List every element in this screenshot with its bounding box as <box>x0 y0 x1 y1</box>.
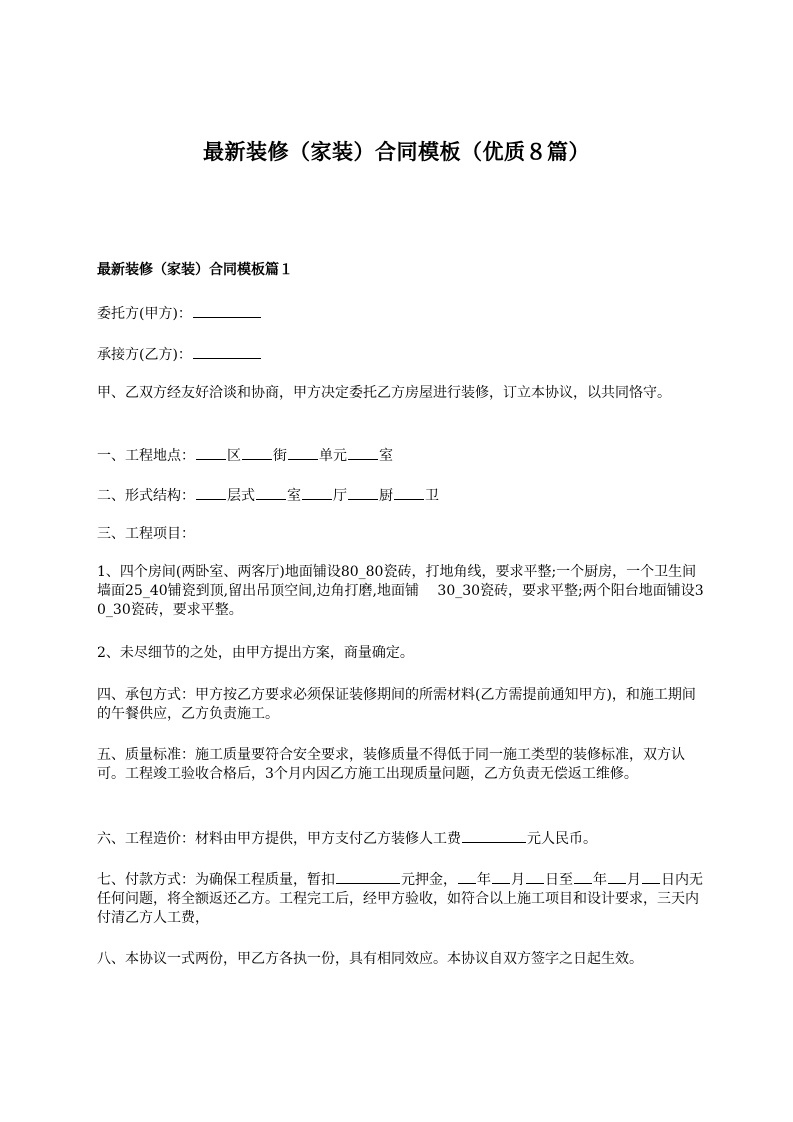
clause-structure-label: 二、形式结构： <box>97 488 195 504</box>
party-a-blank <box>193 303 261 318</box>
party-b-label: 承接方(乙方)： <box>97 347 192 363</box>
text-segment: 元押金， <box>401 872 457 888</box>
text-segment: 区 <box>227 448 241 464</box>
clause-contract-mode: 四、承包方式：甲方按乙方要求必须保证装修期间的所需材料(乙方需提前通知甲方)，和施工期间的午餐供应，乙方负责施工。 <box>97 687 696 722</box>
clause-location <box>97 445 709 466</box>
blank <box>256 485 286 500</box>
clause-cost <box>97 828 709 849</box>
text-segment: 卫 <box>425 488 439 504</box>
text-segment: 月 <box>511 872 525 888</box>
text-segment: 厨 <box>379 488 393 504</box>
clause-quality-standard: 五、质量标准：施工质量要符合安全要求，装修质量不得低于同一施工类型的装修标准，双方认可。工程竣工验收合格后，3个月内因乙方施工出现质量问题，乙方负责无偿返工维修。 <box>97 747 685 782</box>
fee-blank <box>462 828 526 843</box>
text-segment: 单元 <box>319 448 347 464</box>
party-a-label: 委托方(甲方)： <box>97 306 192 322</box>
text-segment: 月 <box>627 872 641 888</box>
blank <box>526 869 544 884</box>
clause-payment-label: 七、付款方式：为确保工程质量，暂扣 <box>97 872 335 888</box>
blank <box>242 445 272 460</box>
blank <box>608 869 626 884</box>
clause-structure <box>97 485 709 506</box>
clause-payment <box>97 869 709 928</box>
text-segment: 日内无任何问题，将全额返还乙方。工程完工后，经甲方验收，如符合以上施工项目和设计要求，三天内付清乙方人工费， <box>97 872 703 926</box>
blank <box>348 485 378 500</box>
blank <box>288 445 318 460</box>
blank <box>348 445 378 460</box>
party-b-blank <box>193 344 261 359</box>
blank <box>574 869 592 884</box>
blank <box>394 485 424 500</box>
text-segment: 元人民币。 <box>527 831 597 847</box>
clause-project-item-1: 1、四个房间(两卧室、两客厅)地面铺设80_80瓷砖，打地角线，要求平整;一个厨房，一个卫生间墙面25_40铺瓷到顶,留出吊顶空间,边角打磨,地面铺 30_30瓷砖，要求平整;两个阳台地面铺设30_30瓷砖，要求平整。 <box>97 564 704 618</box>
blank <box>492 869 510 884</box>
blank <box>302 485 332 500</box>
clause-project-item-2: 2、未尽细节的之处，由甲方提出方案，商量确定。 <box>97 645 414 661</box>
clause-location-label: 一、工程地点： <box>97 448 195 464</box>
intro-paragraph: 甲、乙双方经友好洽谈和协商，甲方决定委托乙方房屋进行装修，订立本协议，以共同恪守。 <box>97 385 671 401</box>
clause-project-heading: 三、工程项目： <box>97 526 195 542</box>
deposit-blank <box>336 869 400 884</box>
clause-copies: 八、本协议一式两份，甲乙方各执一份，具有相同效应。本协议自双方签字之日起生效。 <box>97 951 643 967</box>
text-segment: 室 <box>379 448 393 464</box>
blank <box>642 869 660 884</box>
text-segment: 年 <box>477 872 491 888</box>
party-a-line <box>97 303 709 324</box>
text-segment: 厅 <box>333 488 347 504</box>
blank <box>196 445 226 460</box>
blank <box>458 869 476 884</box>
text-segment: 日至 <box>545 872 573 888</box>
text-segment: 室 <box>287 488 301 504</box>
blank <box>196 485 226 500</box>
text-segment: 街 <box>273 448 287 464</box>
text-segment: 层式 <box>227 488 255 504</box>
section-heading: 最新装修（家装）合同模板篇１ <box>97 262 293 278</box>
document-title: 最新装修（家装）合同模板（优质８篇） <box>203 140 590 164</box>
party-b-line <box>97 344 709 365</box>
text-segment: 年 <box>593 872 607 888</box>
clause-cost-label: 六、工程造价：材料由甲方提供，甲方支付乙方装修人工费 <box>97 831 461 847</box>
